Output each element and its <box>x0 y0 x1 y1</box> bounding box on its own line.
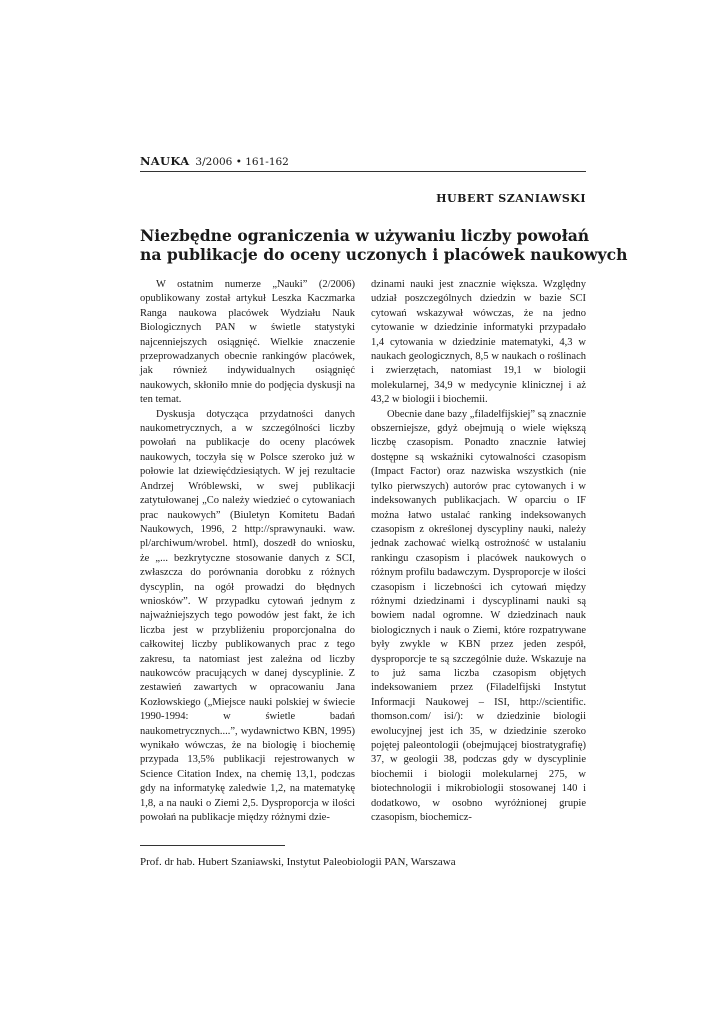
paragraph: W ostatnim numerze „Nauki” (2/2006) opublikowany został artykuł Leszka Kaczmarka Ranga naukowa placówek Wydziału Nauk Biologicznych PAN w świetle statystyki najcenniejszych osiągnięć. Wielkie znaczenie przeprowadzanych obecnie rankingów placówek, jak również indywidualnych osiągnięć naukowych, skłoniło mnie do podjęcia dyskusji na ten temat. <box>140 279 355 406</box>
footnote-rule <box>140 845 285 846</box>
running-head <box>140 153 586 169</box>
title-line-1: Niezbędne ograniczenia w używaniu liczby powołań <box>140 226 590 245</box>
article-title <box>140 226 628 264</box>
issue-pages: 3/2006 • 161-162 <box>195 156 289 168</box>
author-affiliation-footnote: Prof. dr hab. Hubert Szaniawski, Instytut Paleobiologii PAN, Warszawa <box>140 856 456 868</box>
paragraph: Obecnie dane bazy „filadelfijskiej” są znacznie obszerniejsze, gdyż obejmują o wiele większą liczbę czasopism. Ponadto znacznie łatwiej dostępne są wskaźniki cytowalności czasopism (Impact Factor) oraz nazwiska wszystkich (nie tylko pierwszych) autorów prac cytowanych i w indeksowanych publikacjach. W oparciu o IF można łatwo ustalać ranking indeksowanych czasopism z określonej dyscypliny nauki, należy jednak zachować wielką ostrożność w ustalaniu rankingu czasopism i placówek naukowych o różnym profilu badawczym. Dysproporcje w ilości czasopism i liczebności ich cytowań między różnymi dziedzinami i dyscyplinami nauki są bowiem nadal ogromne. W dziedzinach nauk biologicznych i nauk o Ziemi, które rozpatrywane były zwykle w KBN przez jeden zespół, dysproporcje te są szczególnie duże. Wskazuje na to już sama liczba czasopism objętych indeksowaniem przez (Filadelfijski Instytut Informacji Naukowej – ISI, http://scientific. thomson.com/ isi/): w dziedzinie biologii ewolucyjnej jest ich 35, w dziedzinie szeroko pojętej paleontologii (obejmującej biostratygrafię) 37, w geologii 38, podczas gdy w dyscyplinie biochemii i biologii molekularnej 275, w biotechnologii i mikrobiologii stosowanej 140 i dodatkowo, w osobno wyróżnionej grupie czasopism, biochemicz- <box>371 408 586 824</box>
body-column-left <box>140 278 355 824</box>
journal-name: NAUKA <box>140 154 190 168</box>
paragraph: dzinami nauki jest znacznie większa. Względny udział poszczególnych dziedzin w bazie SCI cytowań wskazywał wówczas, że na jedno cytowanie w dziedzinie informatyki przypadało 1,4 cytowania w dziedzinie matematyki, 4,3 w naukach geologicznych, 8,5 w naukach o roślinach i zwierzętach, natomiast 19,1 w biologii molekularnej, 34,9 w medycynie klinicznej i aż 43,2 w biologii i biochemii. <box>371 279 586 406</box>
body-column-right <box>371 278 586 824</box>
header-rule <box>140 171 586 172</box>
title-line-2: na publikacje do oceny uczonych i placówek naukowych <box>140 245 628 264</box>
author-name: HUBERT SZANIAWSKI <box>436 192 586 205</box>
paragraph: Dyskusja dotycząca przydatności danych naukometrycznych, a w szczególności liczby powołań na publikacje do oceny placówek naukowych, toczyła się w Polsce szeroko już w połowie lat dziewięćdziesiątych. W jej rezultacie Andrzej Wróblewski, w swej publikacji zatytułowanej „Co należy wiedzieć o cytowaniach prac naukowych” (Biuletyn Komitetu Badań Naukowych, 1996, 2 http://sprawynauki. waw. pl/archiwum/wrobel. html), doszedł do wniosku, że „... bezkrytyczne stosowanie danych z SCI, zwłaszcza do porównania dorobku z różnych dyscyplin, na ogół prowadzi do błędnych wniosków”. W przypadku cytowań jednym z najważniejszych tego powodów jest fakt, że ich liczba jest w przybliżeniu proporcjonalna do całkowitej liczby publikowanych prac z tego zakresu, ta natomiast jest zależna od liczby naukowców pracujących w danej dyscyplinie. Z zestawień zawartych w opracowaniu Jana Kozłowskiego („Miejsce nauki polskiej w świecie 1990-1994: w świetle badań naukometrycznych....”, wydawnictwo KBN, 1995) wynikało wówczas, że na biologię i biochemię przypada 13,5% publikacji rejestrowanych w Science Citation Index, na chemię 13,1, podczas gdy na informatykę zaledwie 1,2, na matematykę 1,8, a na nauki o Ziemi 2,5. Dysproporcja w ilości powołań na publikacje między różnymi dzie- <box>140 408 355 824</box>
